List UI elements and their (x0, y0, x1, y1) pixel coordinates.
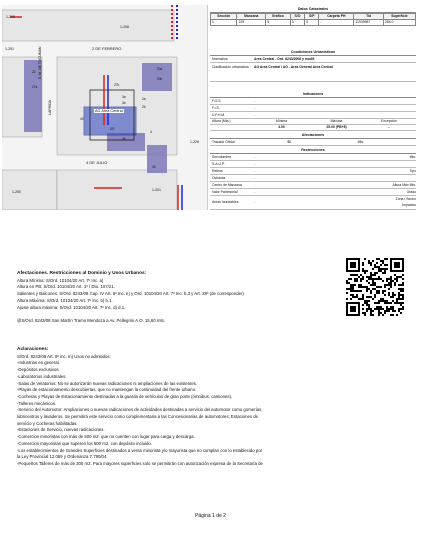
row-label: Clasificación urbanística (212, 65, 249, 69)
table-cell: 9 (266, 20, 291, 26)
altura-values-row (210, 125, 416, 131)
parcel-number: 2b (142, 105, 146, 109)
fis-row: F.I.S. - (210, 105, 416, 112)
row-label: Trazado Oficial (212, 140, 235, 144)
row-label: Altura (Mts.) (212, 119, 231, 123)
parcel-number: 2a (142, 97, 146, 101)
restrictions-text (17, 271, 244, 325)
restriction-right-label: Zona / Sector (395, 197, 416, 201)
map-svg (2, 5, 207, 210)
altura-maxima: 25.00 (PB+8) (326, 125, 347, 129)
row-label: S.A.U.P. (212, 162, 225, 166)
map-label: 1-226 (190, 140, 199, 144)
text-line: S/Ord. 8243/08 Art. 8º inc. m) Usos no admitidos: (17, 353, 111, 359)
table-header: Carpeta PH (319, 14, 354, 20)
table-cell: 229 (237, 20, 266, 26)
row-label: F.I.S. (212, 106, 220, 110)
restriction-right-label: Grado (406, 190, 416, 194)
street-name: 2 DE FEBRERO (92, 46, 122, 51)
street-name: 4 DE JULIO (86, 160, 108, 165)
restriction-right-label: Tipo (409, 169, 416, 173)
text-line: @S/Ord. 8243/08 San Martín Tramo Mendoza a Av. Pellegrini A.O. 15,60 mts. (17, 317, 165, 323)
text-line: la Ley Provincial 12.069 y Ordenanza 7.790/04. (17, 454, 108, 460)
section-title: Condiciones Urbanísticas (210, 50, 416, 56)
table-header: Manzana (237, 14, 266, 20)
restriction-row: Servidumbre - Mts. (212, 155, 416, 159)
map-label: 1-206 (120, 25, 129, 29)
restriction-right-label: Altura Máx Mts. (392, 183, 416, 187)
fos-row: F.O.S. - (210, 98, 416, 105)
row-label: Areas Inundables (212, 200, 239, 204)
row-label: Normativa (212, 57, 228, 61)
normativa-row (210, 56, 416, 63)
text-line: Salientes y Balcones: S/Ord. 8243/08 Cap. IV Art. 6º Inc. e) y Ord. 10104/20 Art. 7º Inc. b.3 y Art. 28º (de corresponder) (17, 291, 244, 297)
restriction-right-label: Mts. (409, 155, 416, 159)
row-label: Valor Patrimonial (212, 190, 238, 194)
text-line: -Servicio del Automotor: Ampliaciones o nuevas radicaciones de actividades destinadas a servicio del automotor como gomerías, (17, 407, 263, 413)
row-label: Servidumbre (212, 155, 232, 159)
parcel-number: 3b (122, 101, 126, 105)
altura-minima: 4.00 (278, 125, 285, 129)
parcel-number: 26 (152, 165, 156, 169)
table-cell: - (319, 20, 354, 26)
parcel-number: 27b (114, 83, 120, 87)
text-line: -Los establecimientos de Grandes Superficies destinados a venta minorista y/o mayorista que no cumplan con lo establecido por (17, 447, 263, 453)
table-header: Superficie (383, 14, 415, 20)
text-line (17, 311, 244, 318)
text-line: Altura en PB: S/Ord. 10104/20 Art. 1º / Dto. 107/21. (17, 284, 115, 290)
row-label: Centro de Manzana (212, 183, 242, 187)
map-label: 1-201 (152, 188, 161, 192)
restriction-row: S.A.U.P. - (210, 161, 416, 168)
col-label: Excepción (381, 119, 397, 123)
text-line: -Depósitos exclusivos. (17, 367, 60, 373)
parcel-number: 20b (157, 77, 163, 81)
mts-label: Mts. (357, 140, 364, 144)
clasificacion-row (210, 63, 416, 82)
table-header: S/P (305, 14, 319, 20)
row-label: U.F.H.M. (212, 113, 226, 117)
text-line: Altura Máxima: S/Ord. 10104/20 Art. 7º Inc. b) b.1. (17, 297, 113, 303)
table-row (211, 20, 416, 26)
section-title: Indicadores (210, 92, 416, 98)
cadastral-table (210, 13, 416, 26)
text-line: lubricentros y lavaderos. Se permitirá este servicio como complementaria a las Concesionarias de automotores, Estaciones de (17, 414, 258, 420)
qr-code (346, 258, 404, 316)
row-value: Area Central - Ord. 8243/2008 y modif. (254, 57, 316, 61)
text-line: -Comercios mayoristas que superen los 500 m2. con depósito incluido. (17, 440, 152, 446)
text-line: servicio y Cocheras habilitadas. (17, 420, 78, 426)
map-label: 1-205 (6, 15, 15, 19)
table-cell: 11939987 (354, 20, 383, 26)
restriction-row: Retiros - Tipo (212, 169, 416, 173)
section-heading: Aclaraciones: (17, 347, 49, 352)
table-header: S/O (290, 14, 305, 20)
map-label: 1-251 (5, 47, 14, 51)
cadastral-map (2, 5, 208, 210)
text-line: -Industrias en general. (17, 360, 60, 366)
parcel-number: 40 (80, 117, 84, 121)
page-footer: Página 1 de 2 (195, 513, 226, 519)
text-line: -Estaciones de Servicio, nuevas radicaciones. (17, 427, 105, 433)
row-label: F.O.S. (212, 99, 222, 103)
row-label: Ochavas (212, 176, 226, 180)
trazado-row (210, 139, 416, 146)
table-cell: 1 (211, 20, 237, 26)
section-title: Restricciones (210, 148, 416, 154)
qr-code-icon (346, 258, 404, 316)
table-header: Tid (354, 14, 383, 20)
table-header: Gráfico (266, 14, 291, 20)
restriction-row: Valor Patrimonial - Grado (212, 190, 416, 194)
parcel-number: 27a (32, 85, 38, 89)
parcel-number: 22 (32, 70, 36, 74)
zone-label: AG Area Central (95, 109, 123, 113)
row-value: AG Area Central / AG - Area General Area Central (254, 65, 333, 69)
text-line: -Cocheras y Playas de Estacionamiento destinadas a la guarda de vehículos de gran porte (ómnibus, camiones). (17, 393, 233, 399)
section-title: Afectaciones (210, 133, 416, 139)
row-label: Retiros (212, 169, 223, 173)
text-line: Altura Mínima: S/Ord. 10104/20 Art. 7º Inc. a) (17, 277, 104, 283)
section-heading: Afectaciones. Restricciones al Dominio y Usos Urbanos: (17, 271, 147, 276)
map-label: 1-250 (12, 190, 21, 194)
text-line: -Playas de estacionamiento descubiertas, que no mantengan la continuidad del frente urbano. (17, 387, 197, 393)
parcel-number: 38 (122, 137, 126, 141)
text-line: -Talleres mecánicos. (17, 400, 57, 406)
info-panel (210, 5, 416, 210)
parcel-number: 20a (157, 67, 163, 71)
table-cell: 0 (305, 20, 319, 26)
text-line: -Salas de Velatorios: No se autorizarán nuevas radicaciones ni ampliaciones de las existentes. (17, 380, 198, 386)
trazado-value: SI (287, 140, 291, 144)
table-cell: 3 (290, 20, 305, 26)
restriction-row: Areas Inundables - Zona / Sector Impactos (210, 196, 416, 210)
text-line: -Pequeños Talleres de más de 300 m2. Para mayores superficies solo se permitirán con autorización expresa de la Secretaría de (17, 460, 263, 466)
table-cell: 284.0 (383, 20, 415, 26)
street-name: LAPRIDA (48, 100, 52, 115)
restriction-row: Centro de Manzana - Altura Máx Mts. (212, 183, 416, 187)
section-title: Datos Catastrales (210, 7, 416, 13)
aclaraciones-text (17, 347, 263, 468)
col-label: Máxima (330, 119, 343, 123)
restriction-row: Ochavas - (210, 175, 416, 182)
restriction-right-label: Impactos (402, 203, 416, 207)
text-line: -Comercios minoristas con más de 500 m2. que no cuenten con lugar para carga y descarga. (17, 434, 195, 440)
col-label: Mínima (275, 119, 288, 123)
altura-excepcion: - (388, 125, 390, 129)
text-line: -Laboratorios industriales. (17, 373, 67, 379)
ufhm-row: U.F.H.M. - (210, 112, 416, 119)
street-name: S. M. DE TUCUMAN (38, 46, 42, 79)
parcel-number: 37f (110, 127, 115, 131)
parcel-number: 3a (122, 95, 126, 99)
parcel-number: 4 (150, 130, 152, 134)
table-header: Sección (211, 14, 237, 20)
text-line: Ajuste altura máxima: S/Ord. 10104/20 Art. 7º Inc. d) d.1. (17, 304, 126, 310)
